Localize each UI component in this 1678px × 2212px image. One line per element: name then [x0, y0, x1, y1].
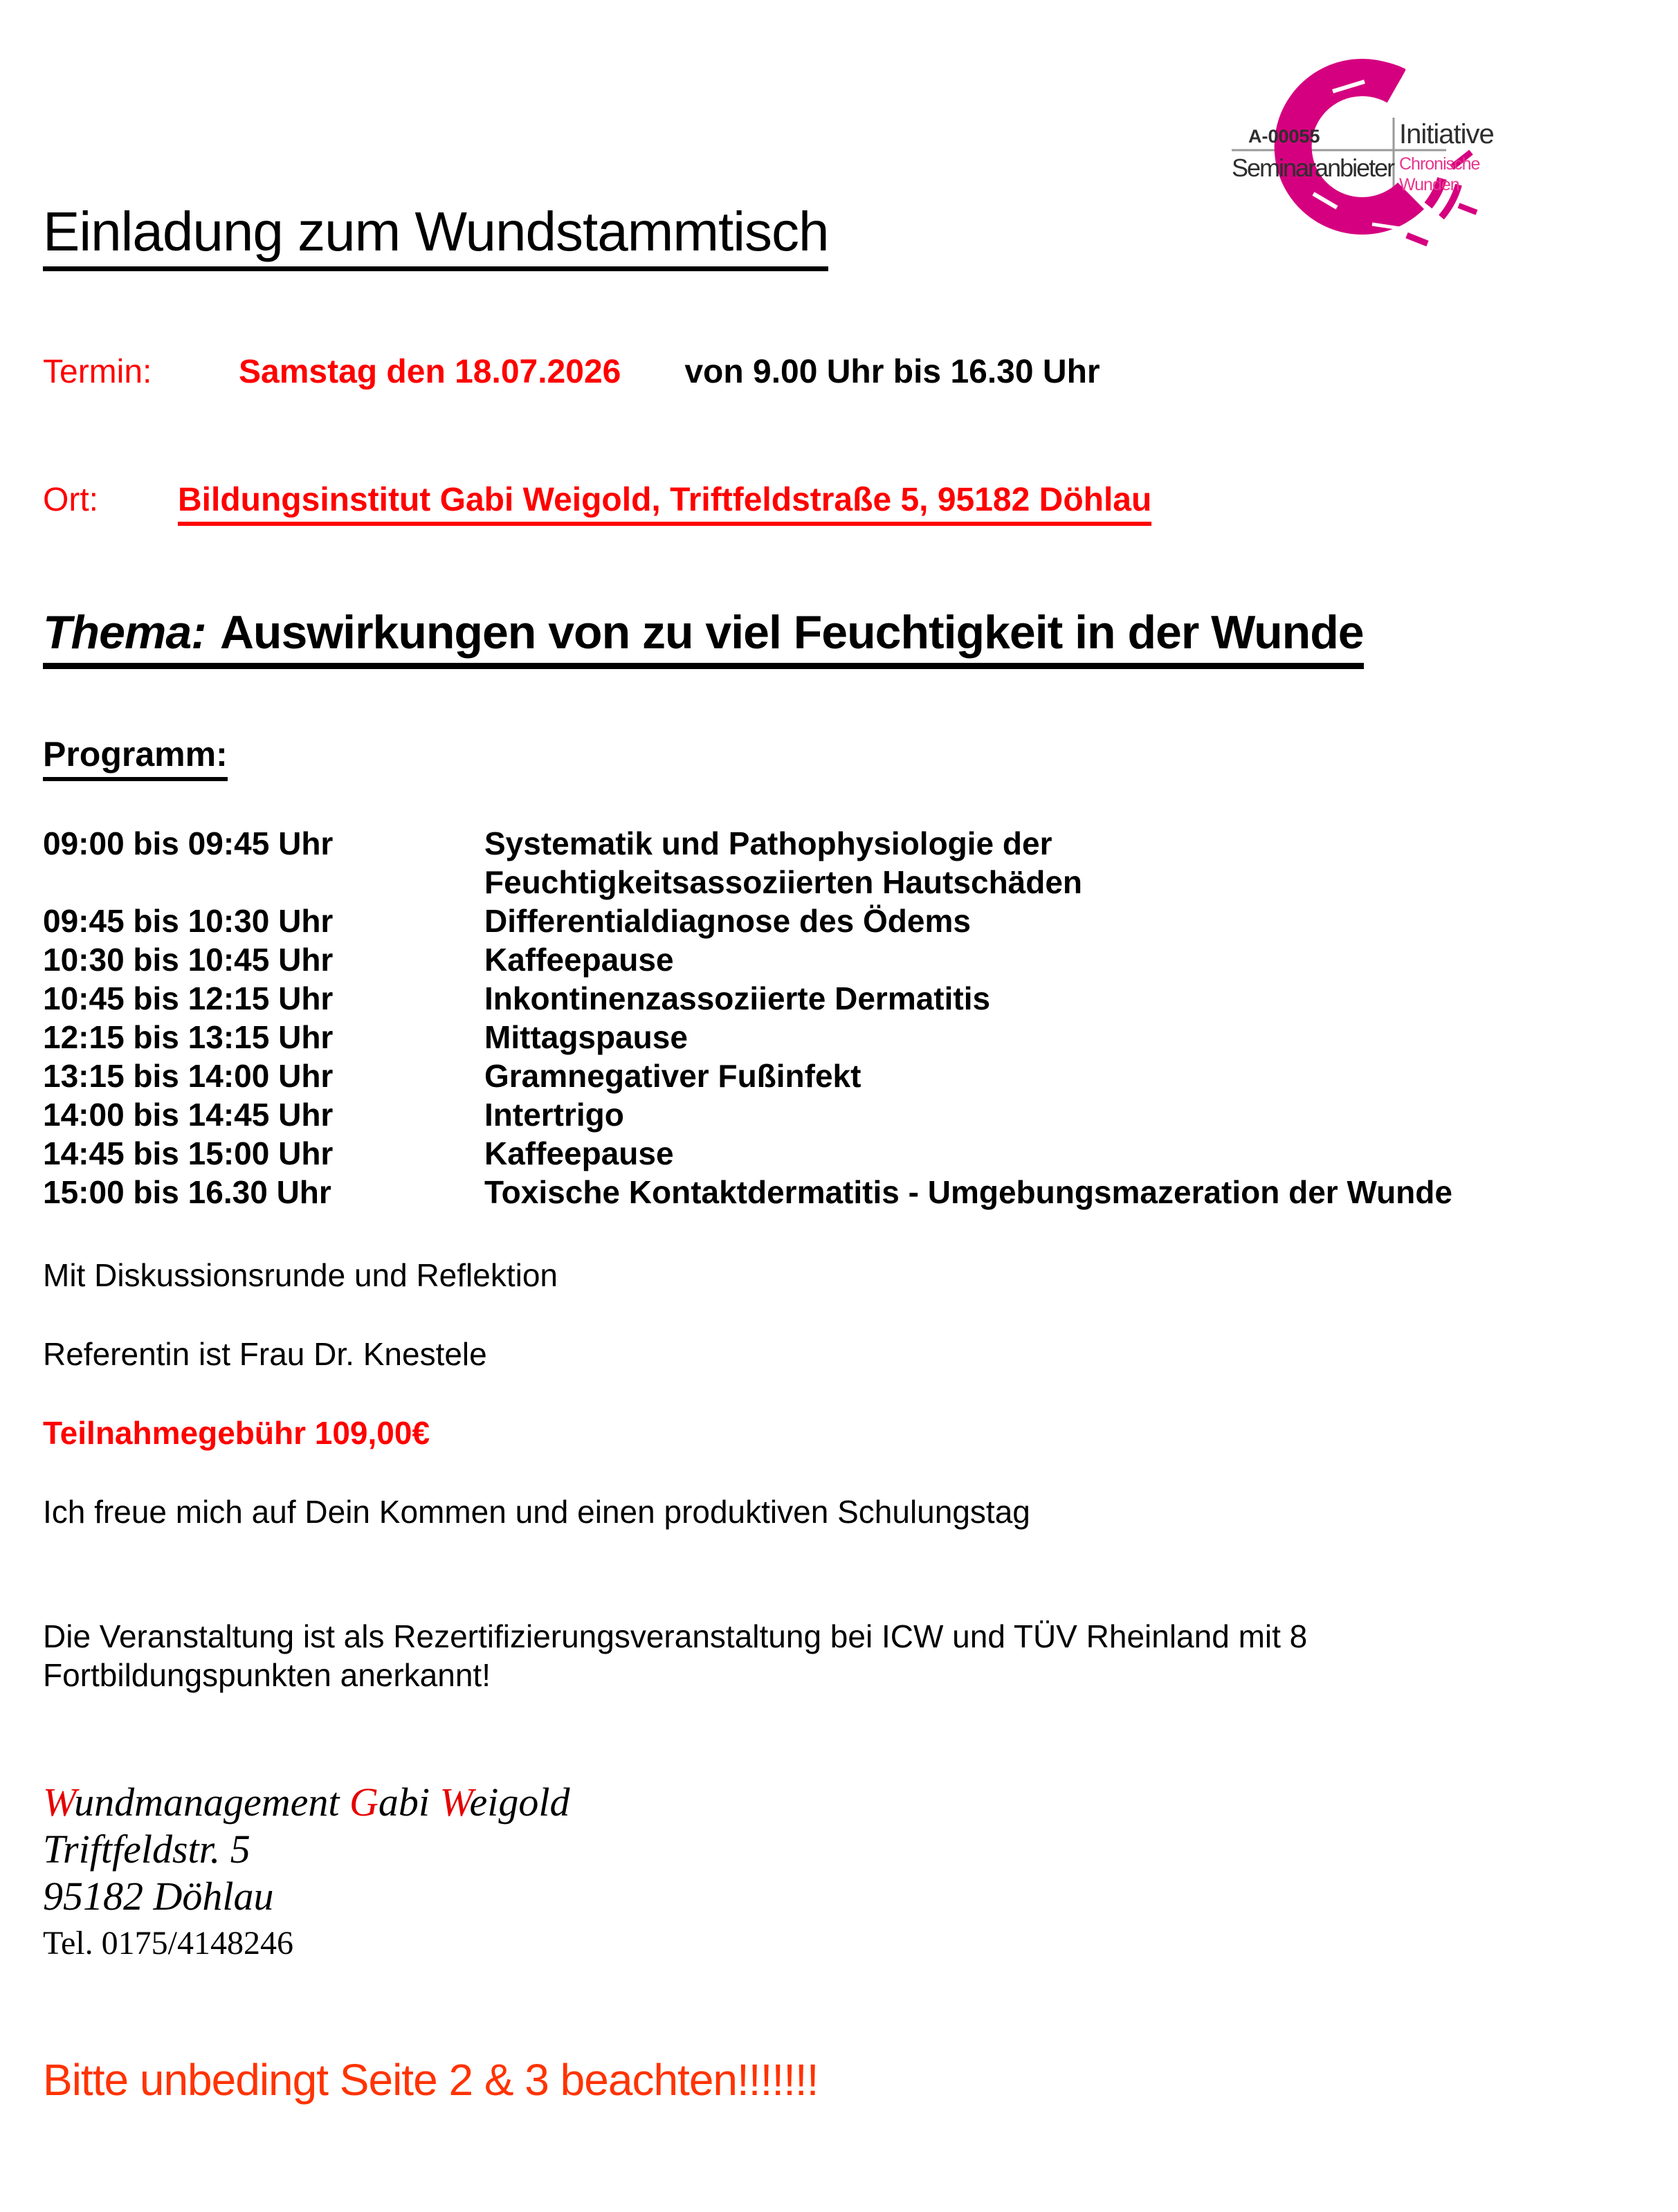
schedule-topic: Kaffeepause [484, 1135, 674, 1172]
schedule-topic: Gramnegativer Fußinfekt [484, 1058, 861, 1095]
signature-initial: W [43, 1780, 75, 1825]
schedule-time: 09:00 bis 09:45 Uhr [43, 825, 334, 862]
signature-city: 95182 Döhlau [43, 1874, 274, 1919]
schedule-topic: Intertrigo [484, 1097, 624, 1133]
termin-label: Termin: [43, 354, 152, 390]
programm-heading: Programm: [43, 737, 228, 781]
schedule-time: 14:00 bis 14:45 Uhr [43, 1097, 334, 1133]
schedule-time: 10:30 bis 10:45 Uhr [43, 942, 334, 978]
schedule-topic: Inkontinenzassoziierte Dermatitis [484, 980, 991, 1017]
thema-heading [43, 606, 1364, 669]
logo-code-label: A-00055 [1248, 126, 1320, 147]
thema-label: Thema: [43, 606, 206, 659]
ort-label: Ort: [43, 482, 98, 519]
schedule-topic: Kaffeepause [484, 942, 674, 978]
signature-block [43, 1779, 1619, 1967]
termin-date: Samstag den 18.07.2026 [239, 354, 621, 390]
schedule-time: 15:00 bis 16.30 Uhr [43, 1174, 331, 1211]
schedule-topic-line2: Feuchtigkeitsassoziierten Hautschäden [484, 864, 1083, 901]
schedule-topic [484, 824, 1619, 902]
schedule-topic-line1: Systematik und Pathophysiologie der [484, 825, 1052, 862]
discussion-note: Mit Diskussionsrunde und Reflektion [43, 1257, 558, 1294]
schedule-time: 12:15 bis 13:15 Uhr [43, 1019, 334, 1056]
termin-time: von 9.00 Uhr bis 16.30 Uhr [684, 354, 1100, 390]
schedule-row [43, 1057, 1619, 1095]
footer-warning: Bitte unbedingt Seite 2 & 3 beachten!!!!!!! [43, 2055, 819, 2105]
referentin-note: Referentin ist Frau Dr. Knestele [43, 1336, 487, 1373]
certification-note: Die Veranstaltung ist als Rezertifizierungsveranstaltung bei ICW und TÜV Rheinland mit 8 Fortbildungspunkten anerkannt! [43, 1618, 1308, 1694]
schedule-row [43, 1018, 1619, 1057]
schedule-row [43, 1095, 1619, 1134]
schedule-time: 10:45 bis 12:15 Uhr [43, 980, 334, 1017]
signature-name-part: abi [378, 1780, 440, 1825]
fee-note: Teilnahmegebühr 109,00€ [43, 1415, 430, 1452]
signature-name-part: eigold [469, 1780, 570, 1825]
schedule-topic: Mittagspause [484, 1019, 688, 1056]
logo-provider-label: Seminaranbieter [1232, 154, 1394, 182]
schedule-row [43, 1173, 1619, 1212]
schedule-row [43, 1134, 1619, 1173]
schedule-time: 09:45 bis 10:30 Uhr [43, 903, 334, 940]
schedule-row [43, 979, 1619, 1018]
termin-row [43, 353, 1619, 391]
signature-name-line [43, 1779, 1619, 1826]
schedule-row [43, 824, 1619, 902]
ort-row [43, 481, 1619, 526]
signature-phone: Tel. 0175/4148246 [43, 1925, 293, 1962]
schedule-time: 14:45 bis 15:00 Uhr [43, 1135, 334, 1172]
page-title: Einladung zum Wundstammtisch [43, 204, 828, 271]
logo-chronische-label: Chronische [1399, 154, 1480, 174]
closing-note: Ich freue mich auf Dein Kommen und einen produktiven Schulungstag [43, 1494, 1030, 1530]
signature-name-part: undmanagement [74, 1780, 349, 1825]
logo-wunden-label: Wunden [1399, 175, 1459, 194]
schedule-topic: Differentialdiagnose des Ödems [484, 903, 971, 940]
signature-initial: W [439, 1780, 470, 1825]
thema-row [43, 526, 1619, 669]
schedule-table [43, 824, 1619, 1212]
programm-row [43, 669, 1619, 781]
schedule-time: 13:15 bis 14:00 Uhr [43, 1058, 334, 1095]
schedule-topic: Toxische Kontaktdermatitis - Umgebungsmazeration der Wunde [484, 1174, 1452, 1211]
icw-seminar-logo [1230, 43, 1507, 254]
ort-value: Bildungsinstitut Gabi Weigold, Triftfeldstraße 5, 95182 Döhlau [178, 481, 1151, 526]
signature-initial: G [349, 1780, 379, 1825]
signature-street: Triftfeldstr. 5 [43, 1827, 250, 1872]
logo-initiative-label: Initiative [1399, 119, 1494, 149]
schedule-row [43, 940, 1619, 979]
schedule-row [43, 902, 1619, 940]
thema-value: Auswirkungen von zu viel Feuchtigkeit in der Wunde [219, 606, 1364, 659]
